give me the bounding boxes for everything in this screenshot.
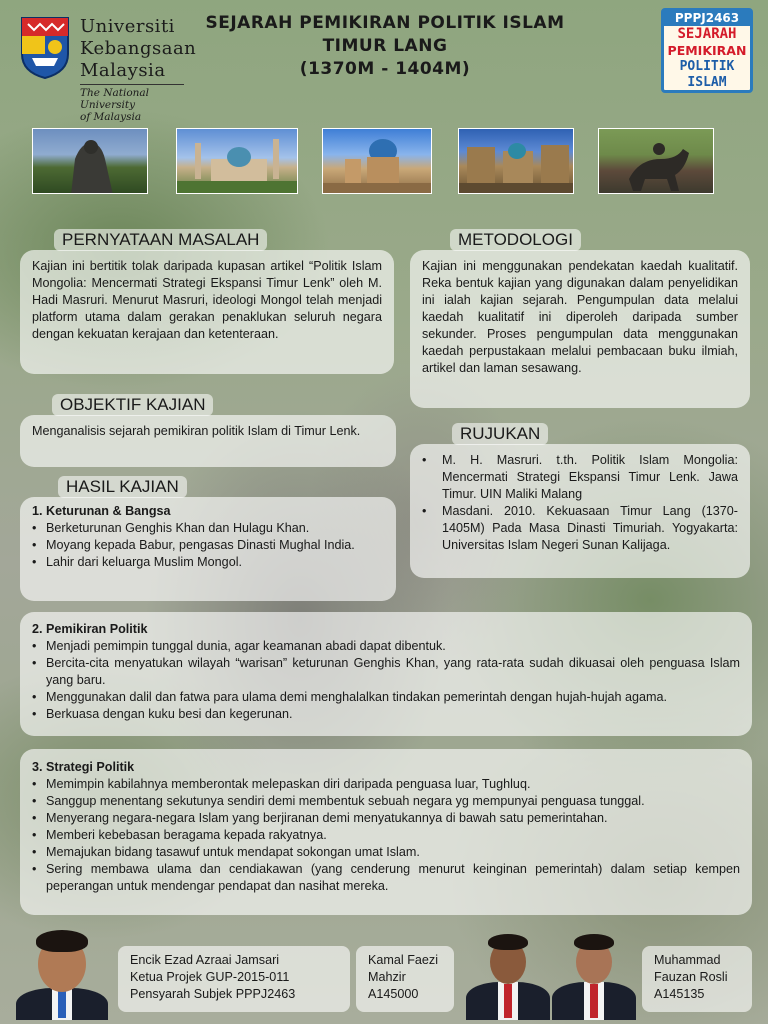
list-item: • Memberi kebebasan beragama kepada rakyatnya. — [32, 827, 740, 844]
lecturer-hair — [36, 930, 88, 952]
list-item: • Sering membawa ulama dan cendiakawan (yang cenderung menurut keinginan pemerintah) dalam setiap kempen peperangan untuk mendengar pendapat dan nasihat mereka. — [32, 861, 740, 895]
list-item: • Bercita-cita menyatukan wilayah “warisan” keturunan Genghis Khan, yang rata-rata sudah dikuasai oleh penguasa Islam yang baru. — [32, 655, 740, 689]
metodologi-text: Kajian ini menggunakan pendekatan kaedah kualitatif. Reka bentuk kajian yang digunakan dalam penyelidikan ini ialah kajian sejarah. Pengumpulan data melalui kaedah kualitatif ini diperoleh daripada sumber sekunder. Proses pengumpulan data menggunakan kaedah perpustakaan melalui pembacaan buku ilmiah, artikel dan laman sesawang. — [422, 259, 738, 375]
statue-seated-image — [33, 129, 148, 194]
university-line-2: Kebangsaan — [80, 38, 197, 59]
ukm-crest-icon — [18, 14, 72, 80]
student-1-line-2: Mahzir — [368, 970, 406, 984]
university-subtitle — [80, 84, 184, 123]
badge-line-4: ISLAM — [687, 75, 727, 90]
photo-statue-seated — [32, 128, 148, 194]
footer-lecturer-info — [118, 946, 350, 1012]
list-item: • Berkuasa dengan kuku besi dan kegerunan. — [32, 706, 740, 723]
lecturer-name: Encik Ezad Azraai Jamsari — [130, 953, 280, 967]
heading-rujukan: RUJUKAN — [452, 423, 548, 445]
student-2-line-2: Fauzan Rosli — [654, 970, 728, 984]
heading-hasil-kajian: HASIL KAJIAN — [58, 476, 187, 498]
course-badge — [661, 8, 753, 93]
university-subtitle-line-2: of Malaysia — [80, 111, 142, 123]
badge-line-2: PEMIKIRAN — [667, 43, 747, 58]
hasil-part-3-title: 3. Strategi Politik — [32, 760, 135, 774]
rujukan-list — [422, 452, 738, 554]
list-item: • Memimpin kabilahnya memberontak melepaskan diri daripada penguasa luar, Tughluq. — [32, 776, 740, 793]
hasil-part-1-list — [32, 520, 384, 571]
student-2-tie — [590, 984, 598, 1018]
title-line-2: TIMUR LANG — [322, 36, 448, 56]
university-name — [80, 16, 196, 123]
badge-line-3: POLITIK — [679, 59, 735, 74]
list-item: • Menggunakan dalil dan fatwa para ulama demi menghalalkan tindakan pemerintah dengan hujah-hujah agama. — [32, 689, 740, 706]
list-item: • Memajukan bidang tasawuf untuk mendapat sokongan umat Islam. — [32, 844, 740, 861]
student-1-line-1: Kamal Faezi — [368, 953, 438, 967]
list-item: • Sanggup menentang sekutunya sendiri demi membentuk sebuah negara yg mempunyai penguasa tunggal. — [32, 793, 740, 810]
hasil-part-3-list — [32, 776, 740, 895]
avatar-lecturer — [14, 926, 110, 1020]
title-line-1: SEJARAH PEMIKIRAN POLITIK ISLAM — [205, 13, 565, 33]
box-hasil-part-3 — [20, 749, 752, 915]
mausoleum-image — [323, 129, 432, 194]
university-line-3: Malaysia — [80, 60, 166, 81]
student-1-id: A145000 — [368, 987, 419, 1001]
box-hasil-part-1 — [20, 497, 396, 601]
lecturer-tie — [58, 990, 66, 1018]
lecturer-subject: Pensyarah Subjek PPPJ2463 — [130, 987, 296, 1001]
rujukan-item: • M. H. Masruri. t.th. Politik Islam Mongolia: Mencermati Strategi Ekspansi Timur Lenk. Jawa Timur. UIN Maliki Malang — [422, 452, 738, 503]
box-metodologi — [410, 250, 750, 408]
photo-registan — [458, 128, 574, 194]
avatar-student-1 — [466, 930, 550, 1020]
rujukan-item: • Masdani. 2010. Kekuasaan Timur Lang (1370-1405M) Pada Masa Dinasti Timuriah. Yogyakarta: Universitas Islam Negeri Sunan Kalijaga. — [422, 503, 738, 554]
avatar-student-2 — [552, 930, 636, 1020]
photo-mosque-1 — [176, 128, 298, 194]
footer-student-2-info — [642, 946, 752, 1012]
student-1-hair — [488, 934, 528, 950]
student-1-tie — [504, 984, 512, 1018]
mosque-image-1 — [177, 129, 298, 194]
student-2-line-1: Muhammad — [654, 953, 721, 967]
heading-pernyataan-masalah: PERNYATAAN MASALAH — [54, 229, 267, 251]
university-line-1: Universiti — [80, 16, 175, 37]
lecturer-role: Ketua Projek GUP-2015-011 — [130, 970, 290, 984]
footer-student-1-info — [356, 946, 454, 1012]
registan-image — [459, 129, 574, 194]
badge-code: PPPJ2463 — [664, 11, 750, 26]
hasil-part-1-title: 1. Keturunan & Bangsa — [32, 504, 171, 518]
objektif-text: Menganalisis sejarah pemikiran politik Islam di Timur Lenk. — [32, 424, 361, 438]
box-objektif-kajian — [20, 415, 396, 467]
page-title — [190, 12, 580, 81]
list-item: • Menjadi pemimpin tunggal dunia, agar keamanan abadi dapat dibentuk. — [32, 638, 740, 655]
list-item: • Lahir dari keluarga Muslim Mongol. — [32, 554, 384, 571]
hasil-part-2-title: 2. Pemikiran Politik — [32, 622, 148, 636]
list-item: • Menyerang negara-negara Islam yang berjiranan demi menyatukannya di bawah satu pemerintahan. — [32, 810, 740, 827]
list-item: • Moyang kepada Babur, pengasas Dinasti Mughal India. — [32, 537, 384, 554]
horse-statue-image — [599, 129, 714, 194]
heading-objektif-kajian: OBJEKTIF KAJIAN — [52, 394, 213, 416]
pernyataan-masalah-text: Kajian ini bertitik tolak daripada kupasan artikel “Politik Islam Mongolia: Mencermati Strategi Ekspansi Timur Lenk” oleh M. Hadi Masruri. Menurut Masruri, ideologi Mongol telah menjadi platform utama dalam gerakan penaklukan seluruh negara dengan kekuatan kerajaan dan ketenteraan. — [32, 259, 382, 341]
hasil-part-2-list — [32, 638, 740, 723]
box-hasil-part-2 — [20, 612, 752, 736]
student-2-hair — [574, 934, 614, 950]
list-item: • Berketurunan Genghis Khan dan Hulagu Khan. — [32, 520, 384, 537]
photo-horse-statue — [598, 128, 714, 194]
badge-line-1: SEJARAH — [677, 26, 737, 42]
student-2-id: A145135 — [654, 987, 705, 1001]
university-subtitle-line-1: The National University — [80, 87, 150, 111]
title-line-3: (1370M - 1404M) — [299, 59, 471, 79]
box-rujukan — [410, 444, 750, 578]
heading-metodologi: METODOLOGI — [450, 229, 581, 251]
box-pernyataan-masalah — [20, 250, 394, 374]
photo-mausoleum — [322, 128, 432, 194]
